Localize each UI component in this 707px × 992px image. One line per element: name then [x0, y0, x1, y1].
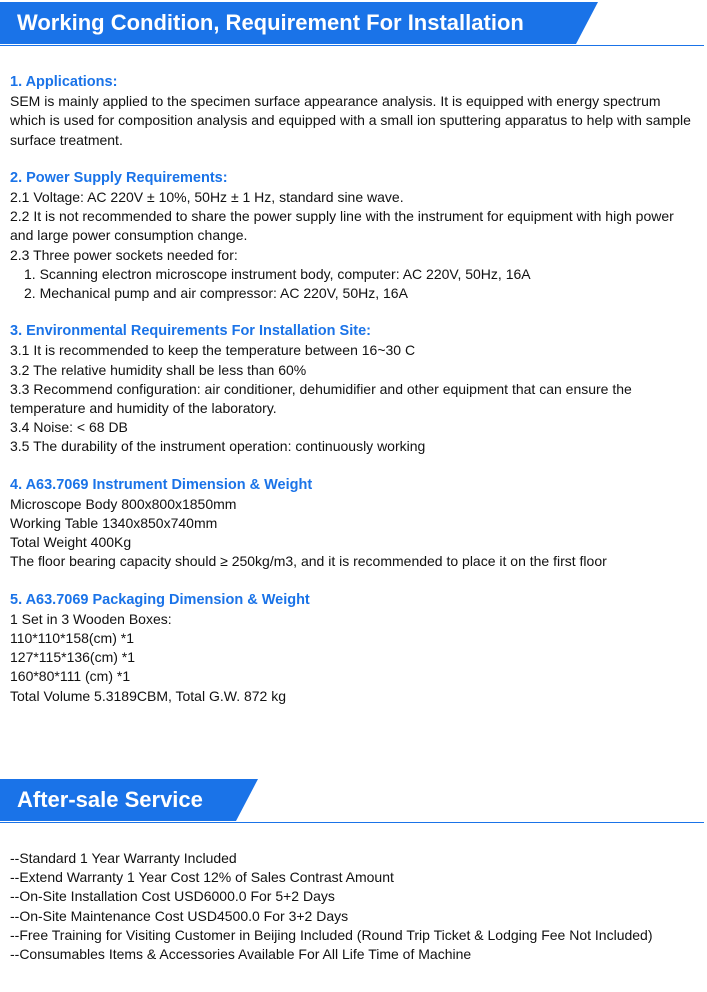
section-title: 5. A63.7069 Packaging Dimension & Weight: [10, 591, 310, 608]
after-sale-content: [10, 849, 700, 964]
list-item: 2. Mechanical pump and air compressor: AC 220V, 50Hz, 16A: [24, 285, 408, 302]
list-item: 110*110*158(cm) *1: [10, 630, 135, 647]
list-item: Microscope Body 800x800x1850mm: [10, 495, 237, 512]
list-item: 1. Scanning electron microscope instrument body, computer: AC 220V, 50Hz, 16A: [24, 265, 531, 282]
header-divider: [0, 45, 704, 46]
section-title: 1. Applications:: [10, 74, 118, 90]
instrument-dimension-section: [10, 476, 700, 572]
list-item: --Consumables Items & Accessories Available For All Life Time of Machine: [10, 946, 472, 963]
list-item: 3.4 Noise: < 68 DB: [10, 419, 128, 436]
list-item: Total Weight 400Kg: [10, 534, 132, 551]
section-title: 2. Power Supply Requirements:: [10, 169, 228, 186]
header-title: After-sale Service: [0, 779, 236, 821]
power-supply-section: [10, 169, 700, 303]
list-item: 3.2 The relative humidity shall be less than 60%: [10, 361, 307, 378]
environment-section: [10, 322, 700, 456]
list-item: 3.1 It is recommended to keep the temperature between 16~30 C: [10, 342, 416, 359]
header-title: Working Condition, Requirement For Installation: [0, 2, 576, 44]
list-item: --Standard 1 Year Warranty Included: [10, 850, 237, 866]
list-item: 2.1 Voltage: AC 220V ± 10%, 50Hz ± 1 Hz, standard sine wave.: [10, 189, 404, 206]
list-item: 3.5 The durability of the instrument operation: continuously working: [10, 438, 426, 455]
list-item: 2.2 It is not recommended to share the power supply line with the instrument for equipment with high power and large power consumption change.: [10, 208, 674, 244]
section-text: SEM is mainly applied to the specimen surface appearance analysis. It is equipped with energy spectrum which is used for composition analysis and equipped with a small ion sputtering apparatus to help with sample surface treatment.: [10, 93, 691, 148]
list-item: 3.3 Recommend configuration: air conditioner, dehumidifier and other equipment that can ensure the temperature and humidity of the laboratory.: [10, 380, 632, 417]
section-header-after-sale: [0, 779, 707, 824]
section-header-working-condition: [0, 2, 707, 47]
header-divider: [0, 822, 704, 823]
list-item: The floor bearing capacity should ≥ 250kg/m3, and it is recommended to place it on the first floor: [10, 553, 607, 570]
list-item: 127*115*136(cm) *1: [10, 649, 136, 666]
section-title: 3. Environmental Requirements For Installation Site:: [10, 323, 371, 340]
packaging-dimension-section: [10, 591, 700, 706]
list-item: Working Table 1340x850x740mm: [10, 515, 218, 532]
section-title: 4. A63.7069 Instrument Dimension & Weight: [10, 476, 313, 493]
applications-section: [10, 73, 700, 150]
list-item: Total Volume 5.3189CBM, Total G.W. 872 kg: [10, 687, 287, 704]
list-item: 2.3 Three power sockets needed for:: [10, 246, 238, 263]
list-item: 160*80*111 (cm) *1: [10, 668, 131, 685]
list-item: --On-Site Installation Cost USD6000.0 For 5+2 Days: [10, 888, 335, 905]
installation-content: [10, 73, 700, 706]
list-item: --On-Site Maintenance Cost USD4500.0 For 3+2 Days: [10, 907, 349, 924]
list-item: 1 Set in 3 Wooden Boxes:: [10, 610, 172, 627]
list-item: --Extend Warranty 1 Year Cost 12% of Sales Contrast Amount: [10, 869, 394, 886]
list-item: --Free Training for Visiting Customer in Beijing Included (Round Trip Ticket & Lodging Fee Not Included): [10, 926, 653, 943]
